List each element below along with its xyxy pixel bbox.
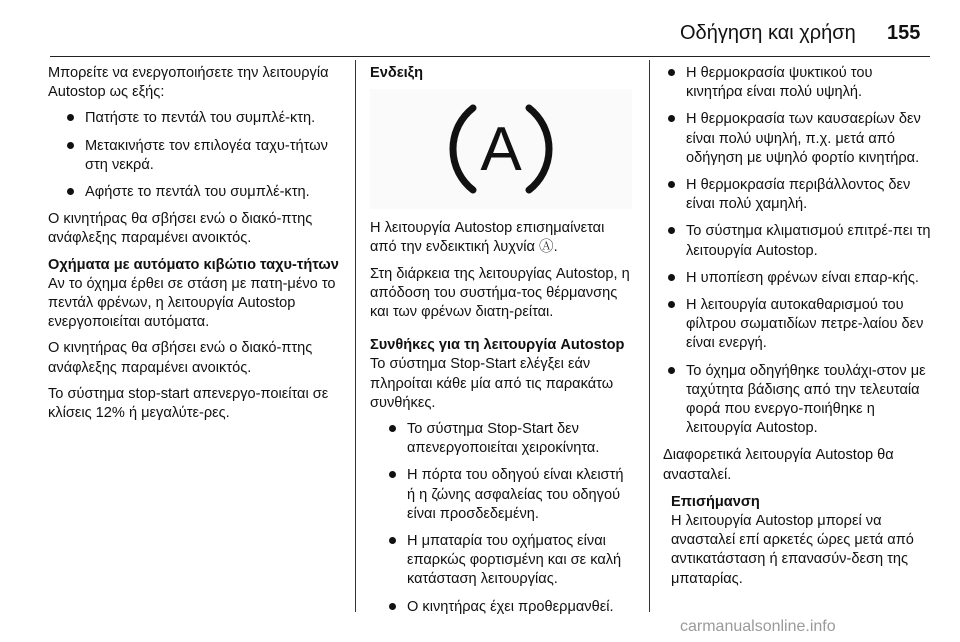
page-number: 155 (887, 22, 921, 44)
list-item: Ο κινητήρας έχει προθερμανθεί. (384, 598, 634, 617)
indicator-heading: Ενδειξη (370, 65, 424, 81)
indicator-figure (370, 89, 632, 209)
conditions-intro: Το σύστημα Stop-Start ελέγξει εάν πληροίται κάθε μία από τις παρακάτω συνθήκες. (370, 356, 614, 411)
bullet-icon (389, 603, 396, 610)
bullet-icon (668, 367, 675, 374)
bullet-icon (668, 227, 675, 234)
conditions-list-1 (370, 420, 634, 617)
automatic-transmission-text: Αν το όχημα έρθει σε στάση με πατη-μένο το πεντάλ φρένων, η λειτουργία Autostop ενεργοποιείται αυτόματα. (48, 275, 336, 331)
list-item: Το σύστημα Stop-Start δεν απενεργοποιείται χειροκίνητα. (384, 420, 634, 458)
note-text: Η λειτουργία Autostop μπορεί να ανασταλεί επί αρκετές ώρες μετά από αντικατάσταση ή επανασύν-δεση της μπαταρίας. (671, 513, 914, 587)
bullet-icon (668, 115, 675, 122)
list-item: Η θερμοκρασία των καυσαερίων δεν είναι πολύ υψηλή, π.χ. μετά από οδήγηση με υψηλό φορτίο κινητήρα. (663, 110, 931, 168)
header-divider (50, 56, 930, 57)
indicator-letter: A (480, 115, 522, 185)
bullet-icon (389, 425, 396, 432)
bullet-icon (67, 142, 74, 149)
bullet-icon (668, 274, 675, 281)
column-divider-1 (355, 60, 356, 612)
automatic-transmission-heading: Οχήματα με αυτόματο κιβώτιο ταχυ-τήτων (48, 256, 339, 273)
list-item: Η θερμοκρασία περιβάλλοντος δεν είναι πολύ χαμηλή. (663, 176, 931, 214)
conditions-heading: Συνθήκες για τη λειτουργία Autostop (370, 337, 625, 354)
list-item: Η πόρτα του οδηγού είναι κλειστή ή η ζώνης ασφαλείας του οδηγού είναι προσδεδεμένη. (384, 466, 634, 524)
watermark: carmanualsonline.info (680, 618, 836, 635)
list-item: Η λειτουργία αυτοκαθαρισμού του φίλτρου σωματιδίων πετρε-λαίου δεν είναι ενεργή. (663, 296, 931, 354)
note-box (663, 493, 931, 589)
column-divider-2 (649, 60, 650, 612)
list-item: Πατήστε το πεντάλ του συμπλέ-κτη. (62, 109, 346, 128)
bullet-icon (67, 114, 74, 121)
list-item: Η μπαταρία του οχήματος είναι επαρκώς φορτισμένη και σε καλή κατάσταση λειτουργίας. (384, 532, 634, 590)
list-item: Η θερμοκρασία ψυκτικού του κινητήρα είναι πολύ υψηλή. (663, 64, 931, 102)
during-autostop-text: Στη διάρκεια της λειτουργίας Autostop, η απόδοση του συστήμα-τος θέρμανσης και των φρένων διατη-ρείται. (370, 265, 630, 321)
column-1 (48, 64, 346, 430)
bullet-icon (67, 188, 74, 195)
indicator-text: Η λειτουργία Autostop επισημαίνεται από την ενδεικτική λυχνία Ⓐ. (370, 220, 605, 256)
list-item: Η υποπίεση φρένων είναι επαρ-κής. (663, 269, 931, 288)
autostop-indicator-icon (441, 94, 561, 204)
column-3 (663, 64, 931, 589)
list-item: Το σύστημα κλιματισμού επιτρέ-πει τη λειτουργία Autostop. (663, 222, 931, 260)
bullet-icon (668, 69, 675, 76)
bullet-icon (668, 301, 675, 308)
section-title: Οδήγηση και χρήση (680, 22, 856, 44)
activation-steps-list (48, 109, 346, 202)
conditions-list-2 (663, 64, 931, 438)
bullet-icon (389, 471, 396, 478)
page-header (0, 0, 960, 56)
deferred-paragraph: Διαφορετικά λειτουργία Autostop θα ανασταλεί. (663, 447, 894, 483)
list-item: Μετακινήστε τον επιλογέα ταχυ-τήτων στη νεκρά. (62, 137, 346, 175)
list-item: Το όχημα οδηγήθηκε τουλάχι-στον με ταχύτητα βάδισης από την τελευταία φορά που ενεργο-ποιήθηκε η λειτουργία Autostop. (663, 362, 931, 439)
column-2 (370, 64, 634, 625)
bullet-icon (668, 181, 675, 188)
bullet-icon (389, 537, 396, 544)
note-heading: Επισήμανση (671, 493, 760, 510)
list-item: Αφήστε το πεντάλ του συμπλέ-κτη. (62, 183, 346, 202)
engine-off-paragraph: Ο κινητήρας θα σβήσει ενώ ο διακό-πτης ανάφλεξης παραμένει ανοικτός. (48, 211, 313, 247)
engine-off-paragraph-2: Ο κινητήρας θα σβήσει ενώ ο διακό-πτης ανάφλεξης παραμένει ανοικτός. (48, 340, 313, 376)
gradient-paragraph: Το σύστημα stop-start απενεργο-ποιείται σε κλίσεις 12% ή μεγαλύτε-ρες. (48, 385, 329, 422)
intro-paragraph: Μπορείτε να ενεργοποιήσετε την λειτουργία Autostop ως εξής: (48, 65, 329, 101)
